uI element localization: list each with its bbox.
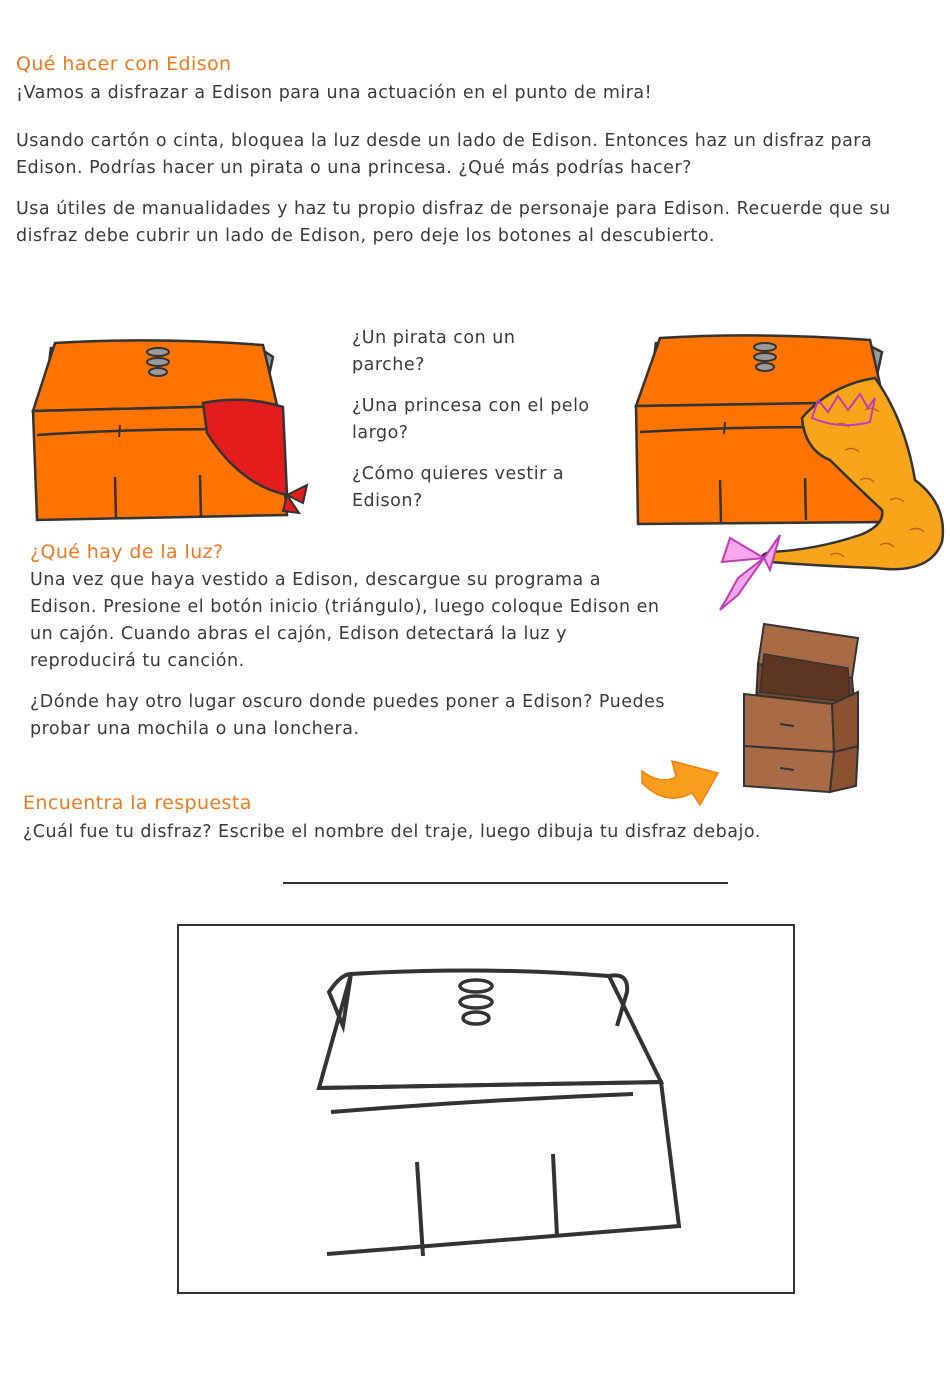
- intro-heading: Qué hacer con Edison: [16, 53, 232, 75]
- intro-paragraph-1: Usando cartón o cinta, bloquea la luz desde un lado de Edison. Entonces haz un disfraz para Edison. Podrías hacer un pirata o una princesa. ¿Qué más podrías hacer?: [16, 131, 873, 178]
- intro-line: ¡Vamos a disfrazar a Edison para una actuación en el punto de mira!: [16, 83, 653, 103]
- princess-edison-illustration: [630, 330, 948, 620]
- intro-paragraph-2: Usa útiles de manualidades y haz tu propio disfraz de personaje para Edison. Recuerde que su disfraz debe cubrir un lado de Edison, pero deje los botones al descubierto.: [16, 199, 891, 246]
- costume-name-line[interactable]: [283, 882, 728, 884]
- light-paragraph-2: ¿Dónde hay otro lugar oscuro donde puedes poner a Edison? Puedes probar una mochila o una lonchera.: [30, 692, 666, 739]
- question-princess: ¿Una princesa con el pelo largo?: [352, 396, 590, 443]
- light-paragraph-1: Una vez que haya vestido a Edison, descargue su programa a Edison. Presione el botón inicio (triángulo), luego coloque Edison en un cajón. Cuando abras el cajón, Edison detectará la luz y reproducirá tu canción.: [30, 570, 660, 671]
- question-dress: ¿Cómo quieres vestir a Edison?: [352, 464, 565, 511]
- pirate-edison-illustration: [25, 335, 320, 530]
- drawing-area[interactable]: [177, 924, 795, 1294]
- arrow-icon: [638, 755, 723, 810]
- question-pirate: ¿Un pirata con un parche?: [352, 328, 516, 375]
- answer-instruction: ¿Cuál fue tu disfraz? Escribe el nombre del traje, luego dibuja tu disfraz debajo.: [23, 822, 761, 842]
- answer-heading: Encuentra la respuesta: [23, 792, 252, 814]
- edison-outline-drawing: [311, 964, 691, 1274]
- light-heading: ¿Qué hay de la luz?: [30, 541, 224, 563]
- drawer-illustration: [740, 620, 865, 795]
